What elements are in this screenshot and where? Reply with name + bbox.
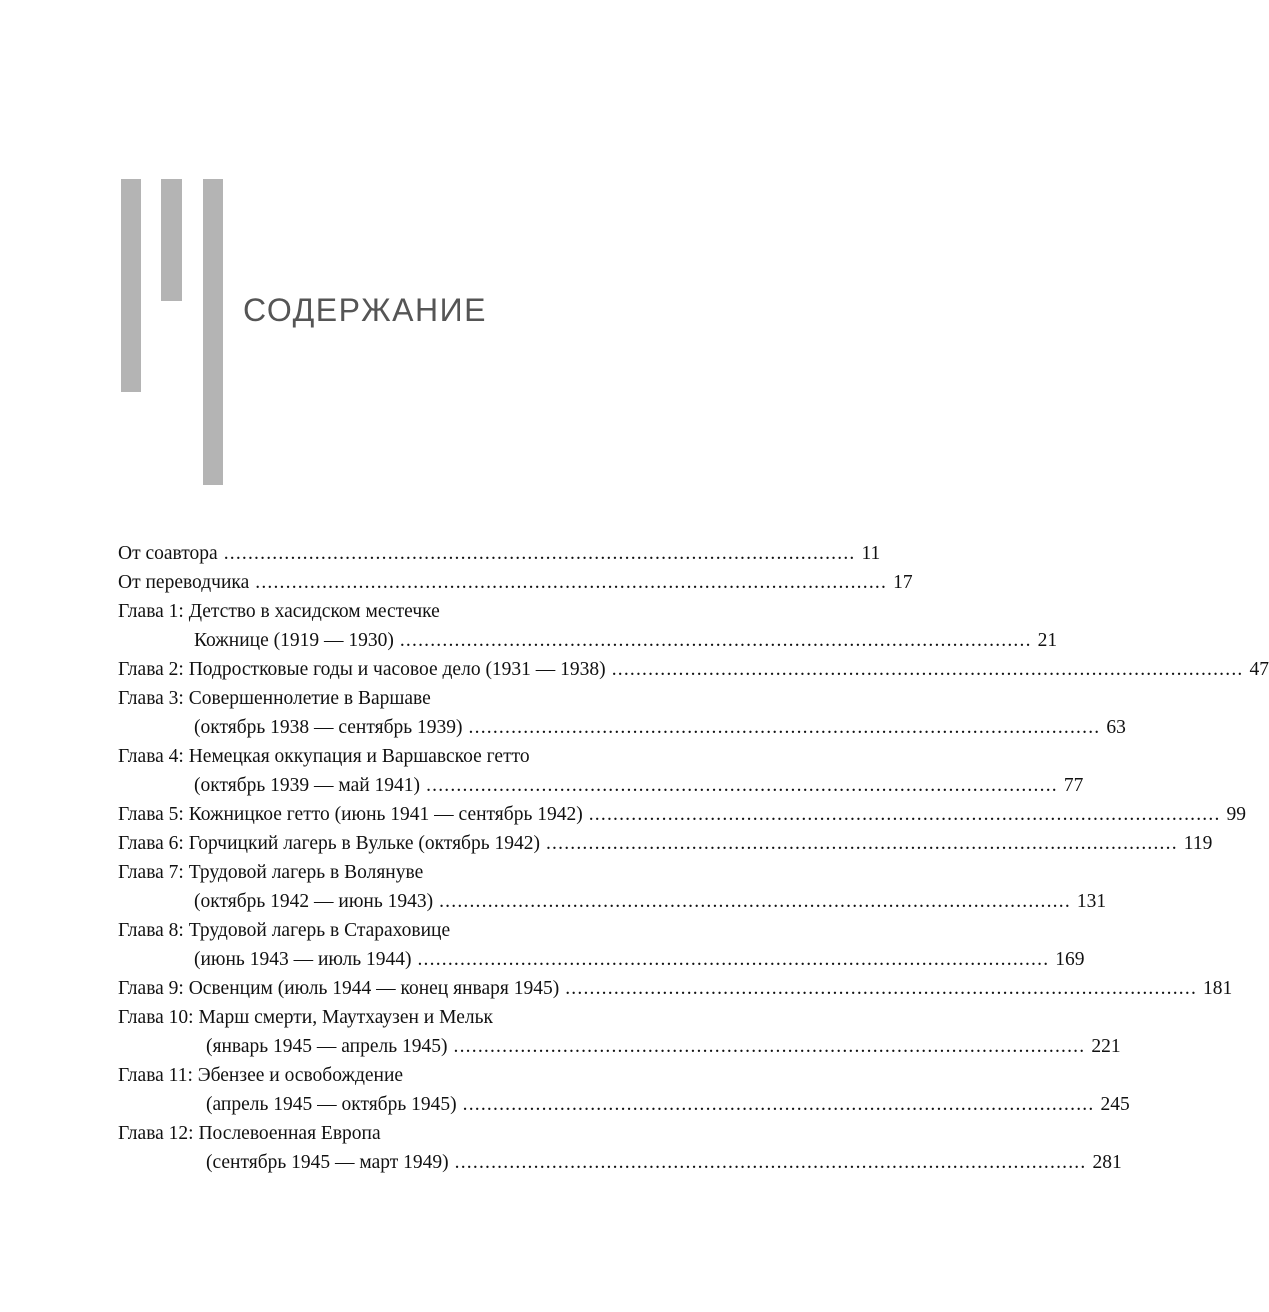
- dot-leader: ........................................................................................................: [545, 833, 1178, 854]
- toc-entry-subtitle: (октябрь 1939 — май 1941): [194, 775, 421, 796]
- toc-entry-title: Глава 7: Трудовой лагерь в Волянуве: [118, 862, 424, 883]
- dot-leader: ........................................................................................................: [454, 1152, 1087, 1173]
- dot-leader: ........................................................................................................: [417, 949, 1050, 970]
- dot-leader: ........................................................................................................: [426, 775, 1058, 796]
- toc-entry-subtitle: (сентябрь 1945 — март 1949): [206, 1152, 449, 1173]
- toc-entry-chapter-8[interactable]: [118, 916, 708, 945]
- dot-leader: ........................................................................................................: [439, 891, 1071, 912]
- toc-entry-title: Глава 9: Освенцим (июль 1944 — конец января 1945): [118, 978, 560, 999]
- toc-page-number: 47: [1249, 659, 1269, 680]
- dot-leader: ........................................................................................................: [588, 804, 1221, 825]
- toc-entry-chapter-1[interactable]: [118, 597, 708, 626]
- toc-page-number: 181: [1203, 978, 1233, 999]
- dot-leader: ........................................................................................................: [468, 717, 1101, 738]
- toc-entry-chapter-4[interactable]: [118, 742, 708, 771]
- toc-entry-subtitle: Кожнице (1919 — 1930): [194, 630, 394, 651]
- toc-entry-title: Глава 8: Трудовой лагерь в Стараховице: [118, 920, 451, 941]
- dot-leader: ........................................................................................................: [565, 978, 1198, 999]
- toc-entry-subtitle: (октябрь 1942 — июнь 1943): [194, 891, 434, 912]
- toc-page-number: 77: [1063, 775, 1084, 796]
- dot-leader: ........................................................................................................: [611, 659, 1244, 680]
- decorative-bar-right: [203, 179, 223, 485]
- dot-leader: ........................................................................................................: [223, 543, 856, 564]
- decorative-bar-left: [121, 179, 141, 392]
- toc-entry-subtitle: (январь 1945 — апрель 1945): [206, 1036, 448, 1057]
- dot-leader: ........................................................................................................: [255, 572, 888, 593]
- toc-entry-chapter-6[interactable]: [118, 829, 1213, 858]
- toc-entry-chapter-3[interactable]: [118, 684, 708, 713]
- toc-page-number: 169: [1055, 949, 1085, 970]
- toc-page-number: 99: [1226, 804, 1247, 825]
- dot-leader: ........................................................................................................: [462, 1094, 1095, 1115]
- toc-entry-title: Глава 1: Детство в хасидском местечке: [118, 601, 440, 622]
- toc-entry-title: Глава 4: Немецкая оккупация и Варшавское гетто: [118, 746, 530, 767]
- toc-entry-chapter-1-cont[interactable]: [194, 626, 1058, 655]
- toc-entry-chapter-10-cont[interactable]: [206, 1032, 1121, 1061]
- toc-entry-chapter-4-cont[interactable]: [194, 771, 1084, 800]
- toc-entry-chapter-11[interactable]: [118, 1061, 708, 1090]
- toc-entry-chapter-3-cont[interactable]: [194, 713, 1126, 742]
- decorative-bar-middle: [161, 179, 182, 301]
- page-title: СОДЕРЖАНИЕ: [243, 292, 487, 328]
- toc-page-number: 63: [1106, 717, 1126, 738]
- toc-entry-title: От переводчика: [118, 572, 250, 593]
- toc-entry-chapter-5[interactable]: [118, 800, 1247, 829]
- toc-entry-chapter-12-cont[interactable]: [206, 1148, 1122, 1177]
- toc-entry-from-translator[interactable]: [118, 568, 913, 597]
- toc-entry-title: Глава 10: Марш смерти, Маутхаузен и Мельк: [118, 1007, 493, 1028]
- dot-leader: ........................................................................................................: [453, 1036, 1086, 1057]
- toc-entry-subtitle: (октябрь 1938 — сентябрь 1939): [194, 717, 463, 738]
- toc-entry-chapter-10[interactable]: [118, 1003, 708, 1032]
- toc-page-number: 131: [1076, 891, 1107, 912]
- toc-page-number: 21: [1037, 630, 1058, 651]
- toc-entry-subtitle: (апрель 1945 — октябрь 1945): [206, 1094, 457, 1115]
- toc-entry-subtitle: (июнь 1943 — июль 1944): [194, 949, 412, 970]
- toc-entry-chapter-12[interactable]: [118, 1119, 708, 1148]
- toc-page-number: 221: [1091, 1036, 1121, 1057]
- toc-entry-title: Глава 12: Послевоенная Европа: [118, 1123, 381, 1144]
- toc-page-number: 281: [1092, 1152, 1122, 1173]
- toc-entry-chapter-9[interactable]: [118, 974, 1233, 1003]
- toc-entry-title: Глава 5: Кожницкое гетто (июнь 1941 — сентябрь 1942): [118, 804, 583, 825]
- toc-entry-title: От соавтора: [118, 543, 218, 564]
- toc-entry-title: Глава 11: Эбензее и освобождение: [118, 1065, 404, 1086]
- dot-leader: ........................................................................................................: [399, 630, 1032, 651]
- toc-entry-chapter-8-cont[interactable]: [194, 945, 1085, 974]
- toc-page-number: 119: [1183, 833, 1213, 854]
- toc-entry-title: Глава 6: Горчицкий лагерь в Вульке (октябрь 1942): [118, 833, 540, 854]
- toc-entry-chapter-7[interactable]: [118, 858, 708, 887]
- toc-entry-chapter-2[interactable]: [118, 655, 1269, 684]
- toc-entry-from-coauthor[interactable]: [118, 539, 881, 568]
- toc-page-number: 245: [1100, 1094, 1130, 1115]
- toc-entry-chapter-7-cont[interactable]: [194, 887, 1107, 916]
- toc-entry-title: Глава 3: Совершеннолетие в Варшаве: [118, 688, 431, 709]
- toc-entry-title: Глава 2: Подростковые годы и часовое дело (1931 — 1938): [118, 659, 606, 680]
- toc-page-number: 17: [893, 572, 913, 593]
- toc-entry-chapter-11-cont[interactable]: [206, 1090, 1130, 1119]
- toc-page-number: 11: [861, 543, 881, 564]
